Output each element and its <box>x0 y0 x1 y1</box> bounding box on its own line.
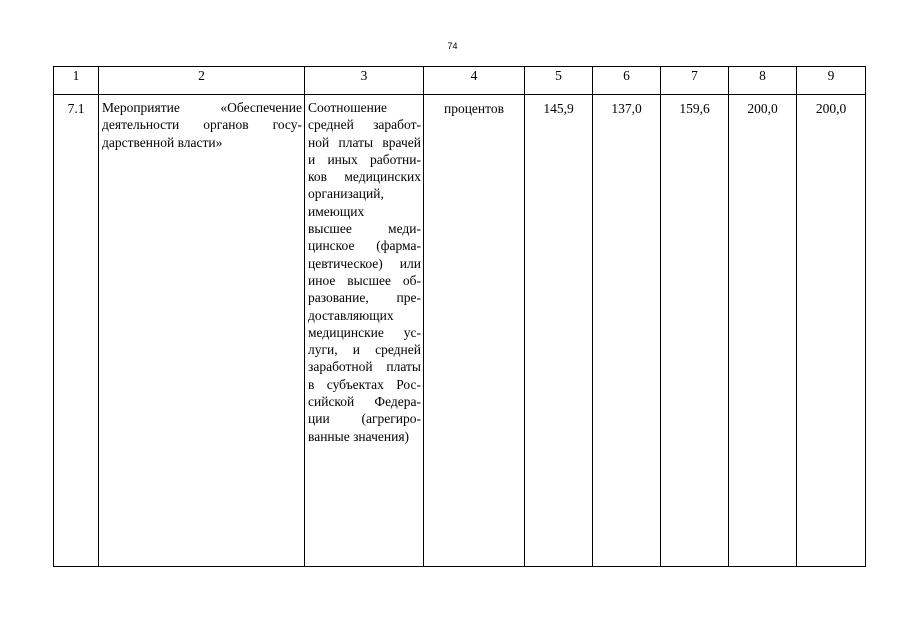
indicator-line: организаций, <box>308 186 384 202</box>
activity-line: Мероприятие «Обеспечение <box>102 100 302 115</box>
indicator-line: доставляющих <box>308 307 394 323</box>
indicator-line: ков медицинских <box>308 169 421 185</box>
value-cell-7: 159,6 <box>661 95 729 567</box>
activity-cell <box>99 95 305 567</box>
header-cell-7: 7 <box>661 67 729 95</box>
header-cell-3: 3 <box>305 67 424 95</box>
header-cell-2: 2 <box>99 67 305 95</box>
indicator-table <box>53 66 866 567</box>
unit-cell: процентов <box>424 95 525 567</box>
value-cell-8: 200,0 <box>729 95 797 567</box>
header-row <box>54 67 866 95</box>
header-cell-8: 8 <box>729 67 797 95</box>
indicator-line: высшее меди- <box>308 221 421 237</box>
indicator-line: цевтическое) или <box>308 255 421 271</box>
indicator-line: в субъектах Рос- <box>308 376 421 392</box>
indicator-line: иное высшее об- <box>308 272 421 288</box>
indicator-line: заработной платы <box>308 359 421 375</box>
indicator-line: и иных работни- <box>308 151 421 167</box>
indicator-line: ции (агрегиро- <box>308 411 421 427</box>
indicator-cell <box>305 95 424 567</box>
activity-line: деятельности органов госу- <box>102 117 302 133</box>
header-cell-1: 1 <box>54 67 99 95</box>
indicator-line: цинское (фарма- <box>308 238 421 254</box>
header-cell-9: 9 <box>797 67 866 95</box>
value-cell-6: 137,0 <box>593 95 661 567</box>
indicator-line: луги, и средней <box>308 342 421 358</box>
indicator-line: имеющих <box>308 203 365 219</box>
indicator-line: разование, пре- <box>308 290 421 306</box>
indicator-line: сийской Федера- <box>308 394 421 410</box>
page-number: 74 <box>447 41 458 51</box>
header-cell-4: 4 <box>424 67 525 95</box>
indicator-line: средней заработ- <box>308 117 421 133</box>
indicator-line: Соотношение <box>308 100 388 115</box>
header-cell-5: 5 <box>525 67 593 95</box>
value-cell-9: 200,0 <box>797 95 866 567</box>
value-cell-5: 145,9 <box>525 95 593 567</box>
indicator-line: ванные значения) <box>308 428 410 444</box>
header-cell-6: 6 <box>593 67 661 95</box>
row-number-cell: 7.1 <box>54 95 99 567</box>
indicator-line: ной платы врачей <box>308 134 421 150</box>
indicator-line: медицинские ус- <box>308 324 421 340</box>
activity-line: дарственной власти» <box>102 134 223 150</box>
table-row <box>54 95 866 567</box>
